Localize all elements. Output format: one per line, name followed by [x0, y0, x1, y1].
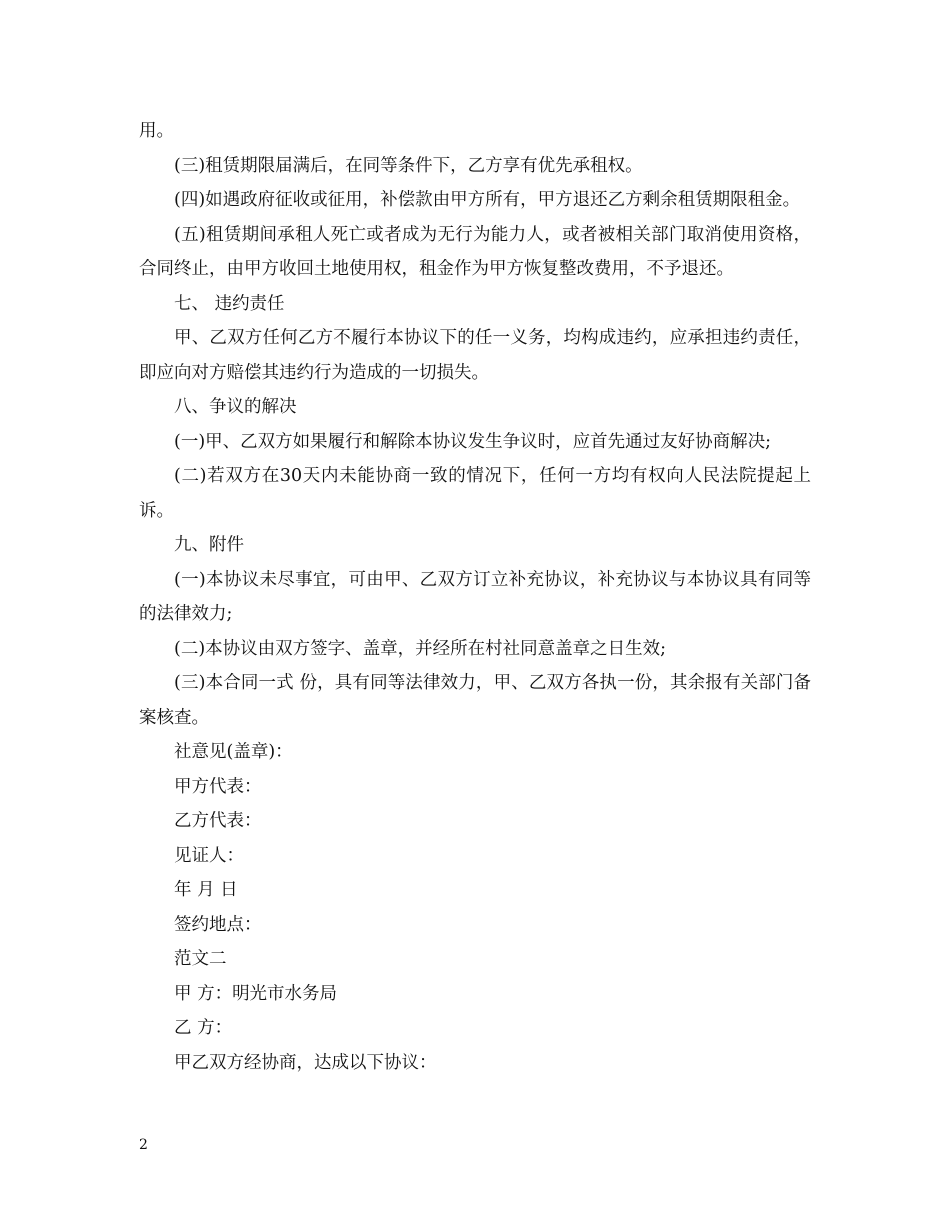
- section-9-heading: 九、附件: [174, 535, 244, 555]
- signature-witness: 见证人：: [174, 845, 244, 866]
- signature-party-b: 乙方代表：: [174, 811, 262, 831]
- clause-4-expropriation: (四)如遇政府征收或征用，补偿款由甲方所有，甲方退还乙方剩余租赁期限租金。: [174, 190, 801, 210]
- section-8-clause-2: (二)若双方在30天内未能协商一致的情况下，任何一方均有权向人民法院提起上诉。: [139, 466, 811, 521]
- sample-2-intro: 甲乙双方经协商，达成以下协议：: [174, 1052, 437, 1073]
- section-9-clause-1: (一)本协议未尽事宜，可由甲、乙双方订立补充协议，补充协议与本协议具有同等的法律效力;: [139, 569, 811, 624]
- sample-2-party-a: 甲 方：明光市水务局: [174, 983, 338, 1004]
- section-7-breach-text: 甲、乙双方任何乙方不履行本协议下的任一义务，均构成违约，应承担违约责任，即应向对方赔偿其违约行为造成的一切损失。: [139, 328, 811, 383]
- signature-party-a: 甲方代表：: [174, 776, 262, 797]
- sample-2-party-b: 乙 方：: [174, 1018, 233, 1038]
- page-number: 2: [139, 1137, 148, 1153]
- signature-community-seal: 社意见(盖章)：: [174, 742, 293, 762]
- clause-5-termination: (五)租赁期间承租人死亡或者成为无行为能力人，或者被相关部门取消使用资格，合同终止，由甲方收回土地使用权，租金作为甲方恢复整改费用，不予退还。: [139, 224, 811, 279]
- signature-date: 年 月 日: [174, 880, 238, 900]
- document-body: [139, 114, 811, 1080]
- signature-location: 签约地点：: [174, 914, 262, 935]
- section-9-clause-2: (二)本协议由双方签字、盖章，并经所在村社同意盖章之日生效;: [174, 638, 667, 659]
- sample-2-heading: 范文二: [174, 949, 227, 969]
- clause-3-renewal-priority: (三)租赁期限届满后，在同等条件下，乙方享有优先承租权。: [174, 155, 643, 176]
- section-9-clause-3: (三)本合同一式 份，具有同等法律效力，甲、乙双方各执一份，其余报有关部门备案核查。: [139, 673, 811, 728]
- section-7-heading: 七、 违约责任: [174, 293, 285, 314]
- section-8-clause-1: (一)甲、乙双方如果履行和解除本协议发生争议时，应首先通过友好协商解决;: [174, 431, 772, 452]
- paragraph-continuation: 用。: [139, 121, 174, 141]
- section-8-heading: 八、争议的解决: [174, 397, 297, 417]
